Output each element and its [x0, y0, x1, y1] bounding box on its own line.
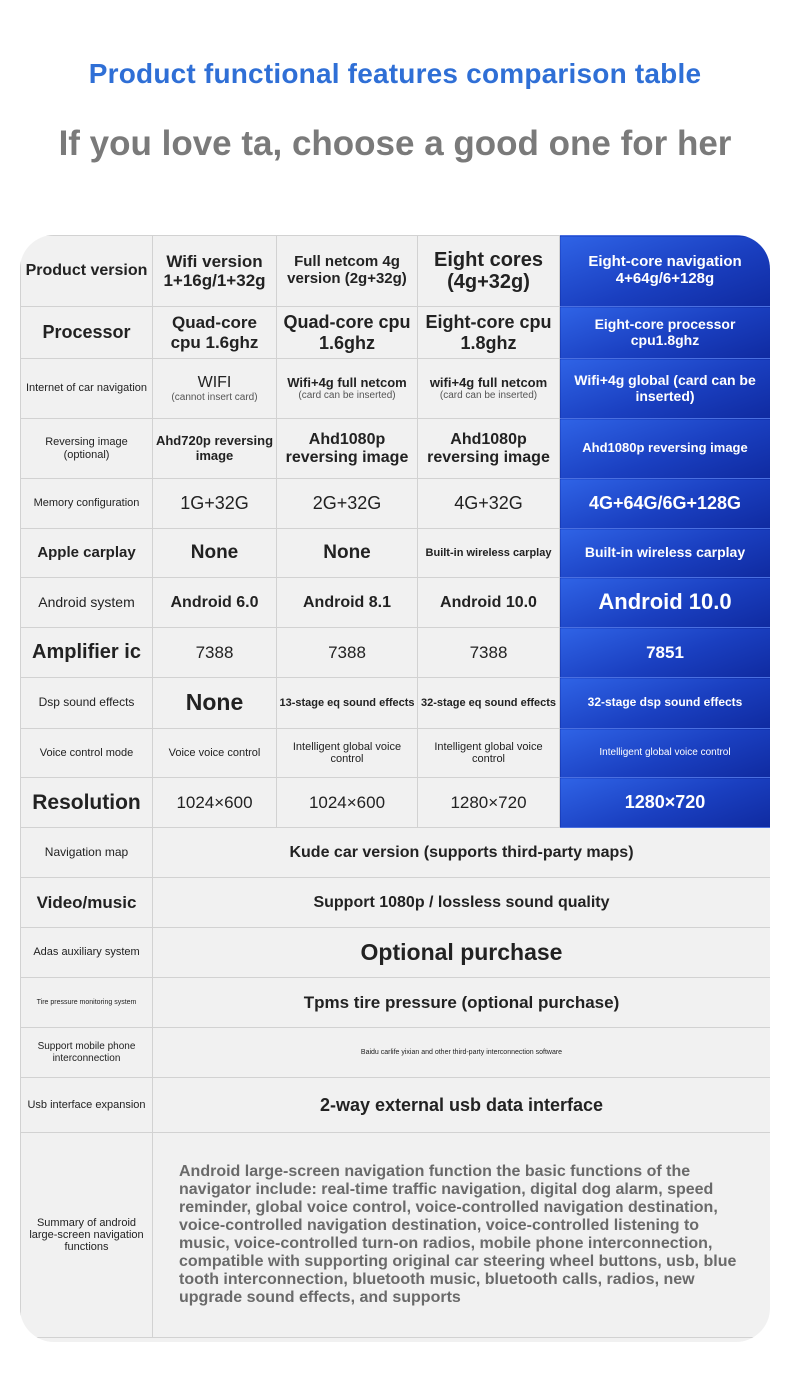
merged-cell: Optional purchase	[153, 928, 771, 978]
page-subtitle: If you love ta, choose a good one for her	[58, 124, 732, 163]
row-label: Amplifier ic	[21, 628, 153, 678]
table-cell: Android 10.0	[418, 578, 560, 628]
highlight-cell: Built-in wireless carplay	[560, 529, 771, 578]
highlight-cell: Intelligent global voice control	[560, 729, 771, 778]
table-cell: Quad-core cpu 1.6ghz	[153, 307, 277, 359]
table-row	[21, 978, 771, 1028]
highlight-cell: Eight-core navigation 4+64g/6+128g	[560, 236, 771, 307]
row-label: Reversing image (optional)	[21, 419, 153, 479]
table-cell: 1280×720	[418, 778, 560, 828]
table-row	[21, 307, 771, 359]
table-cell: None	[277, 529, 418, 578]
table-cell: Full netcom 4g version (2g+32g)	[277, 236, 418, 307]
table-row	[21, 828, 771, 878]
table-cell: 4G+32G	[418, 479, 560, 529]
table-cell: 1024×600	[277, 778, 418, 828]
highlight-cell: 4G+64G/6G+128G	[560, 479, 771, 529]
row-label: Resolution	[21, 778, 153, 828]
table-row	[21, 1028, 771, 1078]
table-cell: 7388	[418, 628, 560, 678]
row-label: Apple carplay	[21, 529, 153, 578]
row-label: Video/music	[21, 878, 153, 928]
table-cell: Intelligent global voice control	[418, 729, 560, 778]
table-cell: Eight-core cpu 1.8ghz	[418, 307, 560, 359]
merged-cell: Baidu carlife yixian and other third-party interconnection software	[153, 1028, 771, 1078]
table-cell: Android 8.1	[277, 578, 418, 628]
row-label: Android system	[21, 578, 153, 628]
table-row	[21, 1078, 771, 1133]
highlight-cell: 32-stage dsp sound effects	[560, 678, 771, 729]
merged-cell: Tpms tire pressure (optional purchase)	[153, 978, 771, 1028]
table-cell: Wifi version 1+16g/1+32g	[153, 236, 277, 307]
table-row	[21, 236, 771, 307]
row-label: Processor	[21, 307, 153, 359]
page-title: Product functional features comparison table	[88, 58, 702, 89]
row-label: Tire pressure monitoring system	[21, 978, 153, 1028]
table-cell: Eight cores (4g+32g)	[418, 236, 560, 307]
row-label: Adas auxiliary system	[21, 928, 153, 978]
table-cell: Ahd1080p reversing image	[277, 419, 418, 479]
table-row	[21, 778, 771, 828]
table-cell: Voice voice control	[153, 729, 277, 778]
table-cell: Android 6.0	[153, 578, 277, 628]
highlight-cell: Ahd1080p reversing image	[560, 419, 771, 479]
table-cell: 7388	[277, 628, 418, 678]
table-cell: Built-in wireless carplay	[418, 529, 560, 578]
highlight-cell: 1280×720	[560, 778, 771, 828]
table-row	[21, 729, 771, 778]
table-cell: Intelligent global voice control	[277, 729, 418, 778]
row-label: Memory configuration	[21, 479, 153, 529]
row-label: Voice control mode	[21, 729, 153, 778]
cell-note: (cannot insert card)	[171, 391, 258, 403]
table-cell: Ahd1080p reversing image	[418, 419, 560, 479]
highlight-cell: 7851	[560, 628, 771, 678]
comparison-table	[20, 235, 770, 1342]
table-cell	[418, 359, 560, 419]
table-row	[21, 928, 771, 978]
table-cell	[277, 359, 418, 419]
summary-cell: Android large-screen navigation function the basic functions of the navigator include: real-time traffic navigation, digital dog alarm, speed reminder, global voice control, voice-controlled navigation destination, voice-controlled navigation destination, voice-controlled listening to music, voice-controlled turn-on radios, mobile phone interconnection, compatible with supporting original car steering wheel buttons, usb, blue tooth interconnection, bluetooth music, bluetooth calls, radios, new upgrade sound effects, and supports	[153, 1133, 771, 1338]
merged-cell: Support 1080p / lossless sound quality	[153, 878, 771, 928]
table-cell: None	[153, 678, 277, 729]
table-row	[21, 359, 771, 419]
table-row	[21, 878, 771, 928]
row-label: Dsp sound effects	[21, 678, 153, 729]
highlight-cell: Android 10.0	[560, 578, 771, 628]
table-row	[21, 529, 771, 578]
row-label: Summary of android large-screen navigation functions	[21, 1133, 153, 1338]
table-row	[21, 1133, 771, 1338]
table-cell: 1024×600	[153, 778, 277, 828]
row-label: Internet of car navigation	[21, 359, 153, 419]
table-cell	[153, 359, 277, 419]
table-cell: 2G+32G	[277, 479, 418, 529]
table-row	[21, 628, 771, 678]
row-label: Product version	[21, 236, 153, 307]
table-cell: Ahd720p reversing image	[153, 419, 277, 479]
cell-main: WIFI	[197, 374, 232, 392]
table-row	[21, 479, 771, 529]
cell-main: Wifi+4g full netcom	[287, 374, 407, 390]
cell-note: (card can be inserted)	[298, 390, 396, 402]
table-row	[21, 678, 771, 729]
table-cell: Quad-core cpu 1.6ghz	[277, 307, 418, 359]
table-row	[21, 419, 771, 479]
merged-cell: Kude car version (supports third-party maps)	[153, 828, 771, 878]
row-label: Support mobile phone interconnection	[21, 1028, 153, 1078]
row-label: Usb interface expansion	[21, 1078, 153, 1133]
table-cell: 13-stage eq sound effects	[277, 678, 418, 729]
table-cell: 1G+32G	[153, 479, 277, 529]
highlight-cell: Eight-core processor cpu1.8ghz	[560, 307, 771, 359]
cell-main: wifi+4g full netcom	[429, 374, 548, 390]
highlight-cell: Wifi+4g global (card can be inserted)	[560, 359, 771, 419]
table-row	[21, 578, 771, 628]
row-label: Navigation map	[21, 828, 153, 878]
table-cell: None	[153, 529, 277, 578]
table-cell: 32-stage eq sound effects	[418, 678, 560, 729]
table-cell: 7388	[153, 628, 277, 678]
merged-cell: 2-way external usb data interface	[153, 1078, 771, 1133]
cell-note: (card can be inserted)	[439, 390, 538, 402]
